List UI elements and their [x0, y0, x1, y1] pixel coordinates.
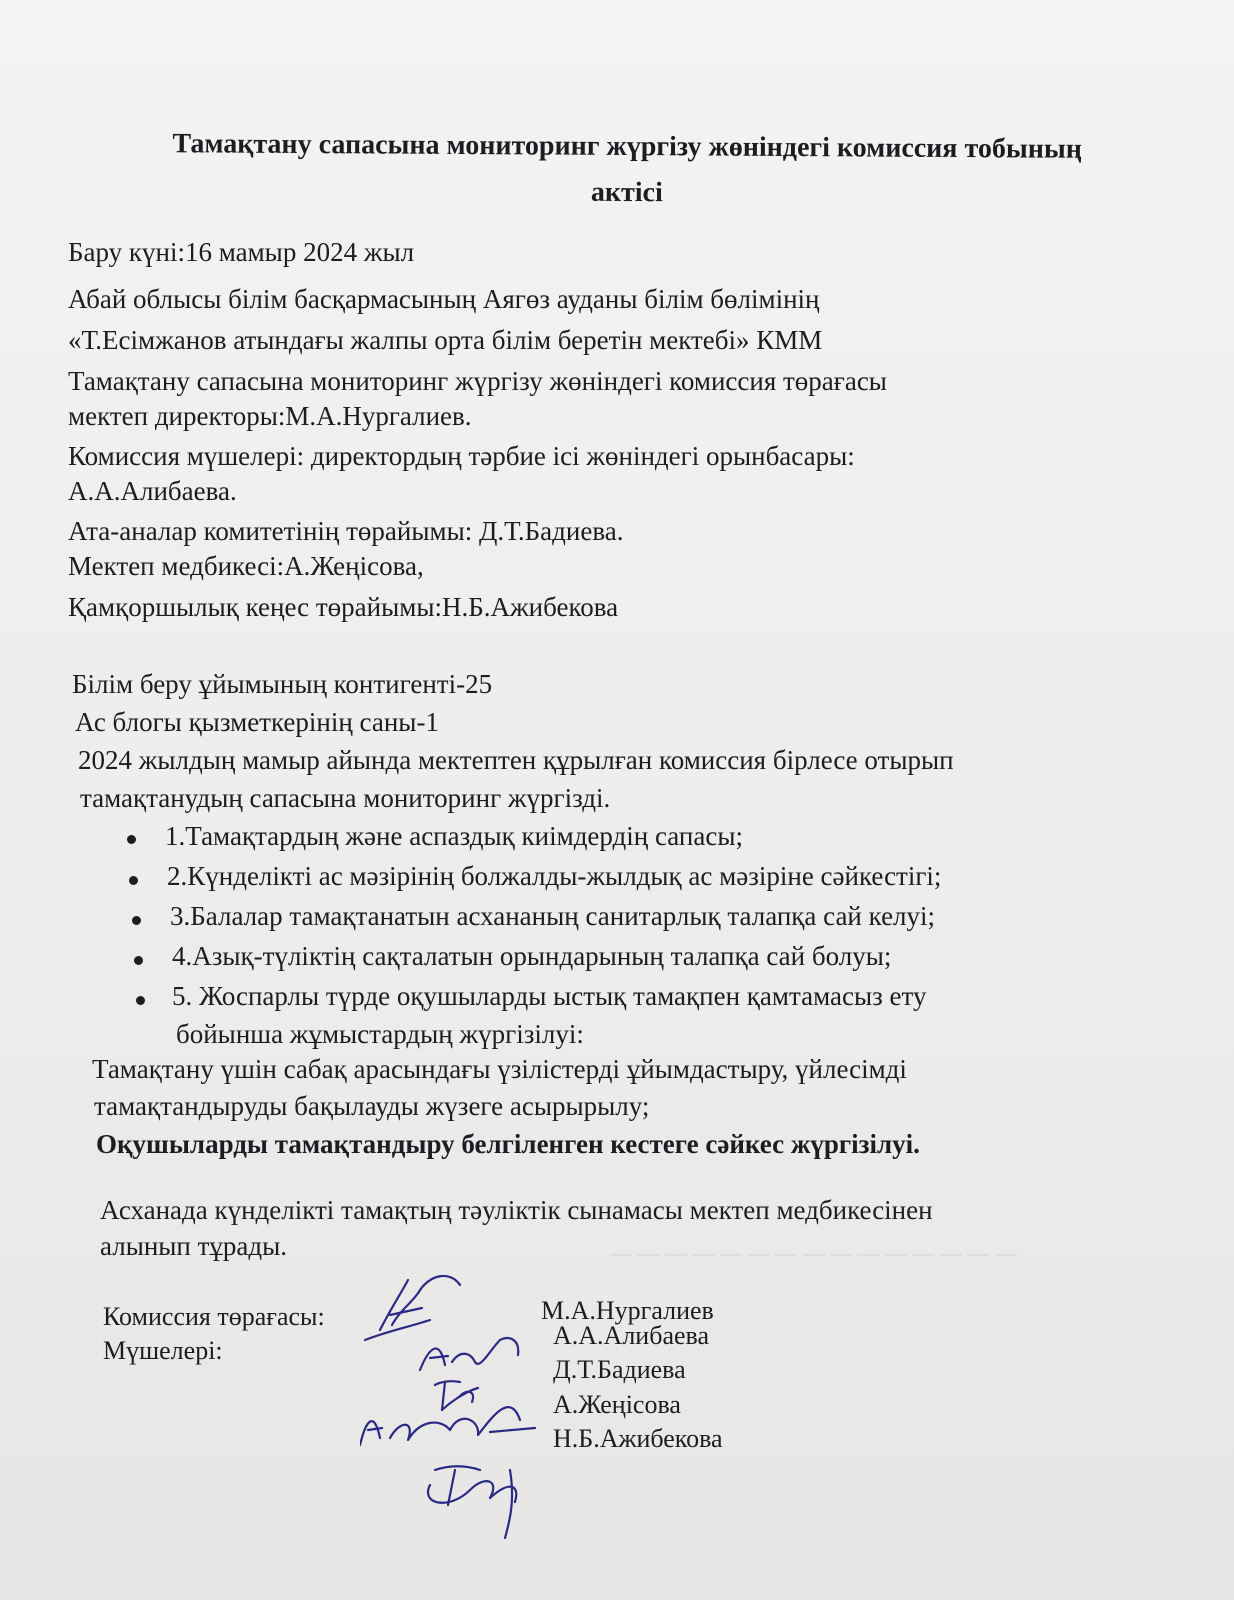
intro-line-1: 2024 жылдың мамыр айында мектептен құрылған комиссия бірлесе отырып [78, 745, 954, 775]
document-title [60, 121, 1195, 220]
organization-line-2: «Т.Есімжанов атындағы жалпы орта білім беретін мектебі» КММ [68, 325, 823, 355]
chair-line-1: Тамақтану сапасына мониторинг жүргізу жөніндегі комиссия төрағасы [68, 366, 887, 396]
members-line-1: Комиссия мүшелері: директордың тәрбие ісі жөніндегі орынбасары: [68, 441, 855, 471]
school-nurse: Мектеп медбикесі:А.Жеңісова, [68, 551, 424, 581]
bullet-3 [132, 916, 141, 925]
chair-line-2: мектеп директоры:М.А.Нургалиев. [68, 401, 472, 431]
sample-line-1: Асханада күнделікті тамақтың тәуліктік сынамасы мектеп медбикесінен [100, 1195, 933, 1225]
bullet-4 [134, 956, 143, 965]
checklist-item-4: 4.Азық-түліктің сақталатын орындарының талапқа сай болуы; [172, 941, 892, 971]
checklist-item-3: 3.Балалар тамақтанатын асхананың санитарлық талапқа сай келуі; [170, 901, 936, 931]
signatory-name: М.А.Нургалиев [541, 1296, 714, 1325]
breaks-line-1: Тамақтану үшін сабақ арасындағы үзілістерді ұйымдастыру, үйлесімді [92, 1054, 907, 1084]
parents-committee-chair: Ата-аналар комитетінің төрайымы: Д.Т.Бадиева. [68, 516, 624, 546]
members-label: Мүшелері: [103, 1336, 223, 1365]
title-line-2: актісі [590, 176, 663, 209]
member-signature-1 [420, 1338, 518, 1370]
contingent: Білім беру ұйымының контигенті-25 [72, 669, 493, 699]
intro-line-2: тамақтанудың сапасына мониторинг жүргізді. [80, 783, 611, 813]
member-signature-4 [428, 1466, 516, 1538]
sample-line-2: алынып тұрады. [100, 1231, 288, 1261]
signatory-name: А.Жеңісова [553, 1389, 681, 1419]
bullet-2 [129, 876, 138, 885]
breaks-line-2: тамақтандыруды бақылауды жүзеге асырырылу; [94, 1091, 650, 1121]
chair-signature-underline [365, 1320, 430, 1340]
bullet-5 [136, 996, 145, 1005]
schedule-statement: Оқушыларды тамақтандыру белгіленген кестеге сәйкес жүргізілуі. [96, 1129, 920, 1159]
signatory-name: А.А.Алибаева [553, 1320, 709, 1350]
commission-chair-label: Комиссия төрағасы: [103, 1302, 325, 1331]
visit-date: Бару күні:16 мамыр 2024 жыл [68, 237, 415, 267]
signatory-name: Н.Б.Ажибекова [553, 1424, 723, 1453]
checklist-item-5: 5. Жоспарлы түрде оқушыларды ыстық тамақпен қамтамасыз ету [172, 981, 927, 1011]
title-line-1: Тамақтану сапасына мониторинг жүргізу жөніндегі комиссия тобының [172, 128, 1082, 165]
trustees-chair: Қамқоршылық кеңес төрайымы:Н.Б.Ажибекова [68, 592, 619, 622]
members-line-2: А.А.Алибаева. [68, 476, 237, 506]
checklist-item-5-continued: бойынша жұмыстардың жүргізілуі: [176, 1019, 584, 1049]
signatory-names [541, 1296, 723, 1457]
chair-signature-stroke [380, 1276, 460, 1330]
checklist-item-2: 2.Күнделікті ас мәзірінің болжалды-жылдық ас мәзіріне сәйкестігі; [167, 861, 942, 891]
bullet-1 [127, 835, 136, 844]
kitchen-staff-count: Ас блогы қызметкерінің саны-1 [75, 707, 439, 737]
bleed-through-marks: — — — — — — — — — — — — — — — [610, 1240, 1017, 1265]
member-signature-2 [435, 1381, 478, 1410]
checklist-item-1: 1.Тамақтардың және аспаздық киімдердің сапасы; [165, 821, 743, 851]
member-signature-3 [360, 1407, 535, 1445]
organization-line-1: Абай облысы білім басқармасының Аягөз ауданы білім бөлімінің [68, 284, 820, 314]
signatory-name: Д.Т.Бадиева [553, 1355, 686, 1384]
handwritten-signatures [360, 1270, 540, 1540]
